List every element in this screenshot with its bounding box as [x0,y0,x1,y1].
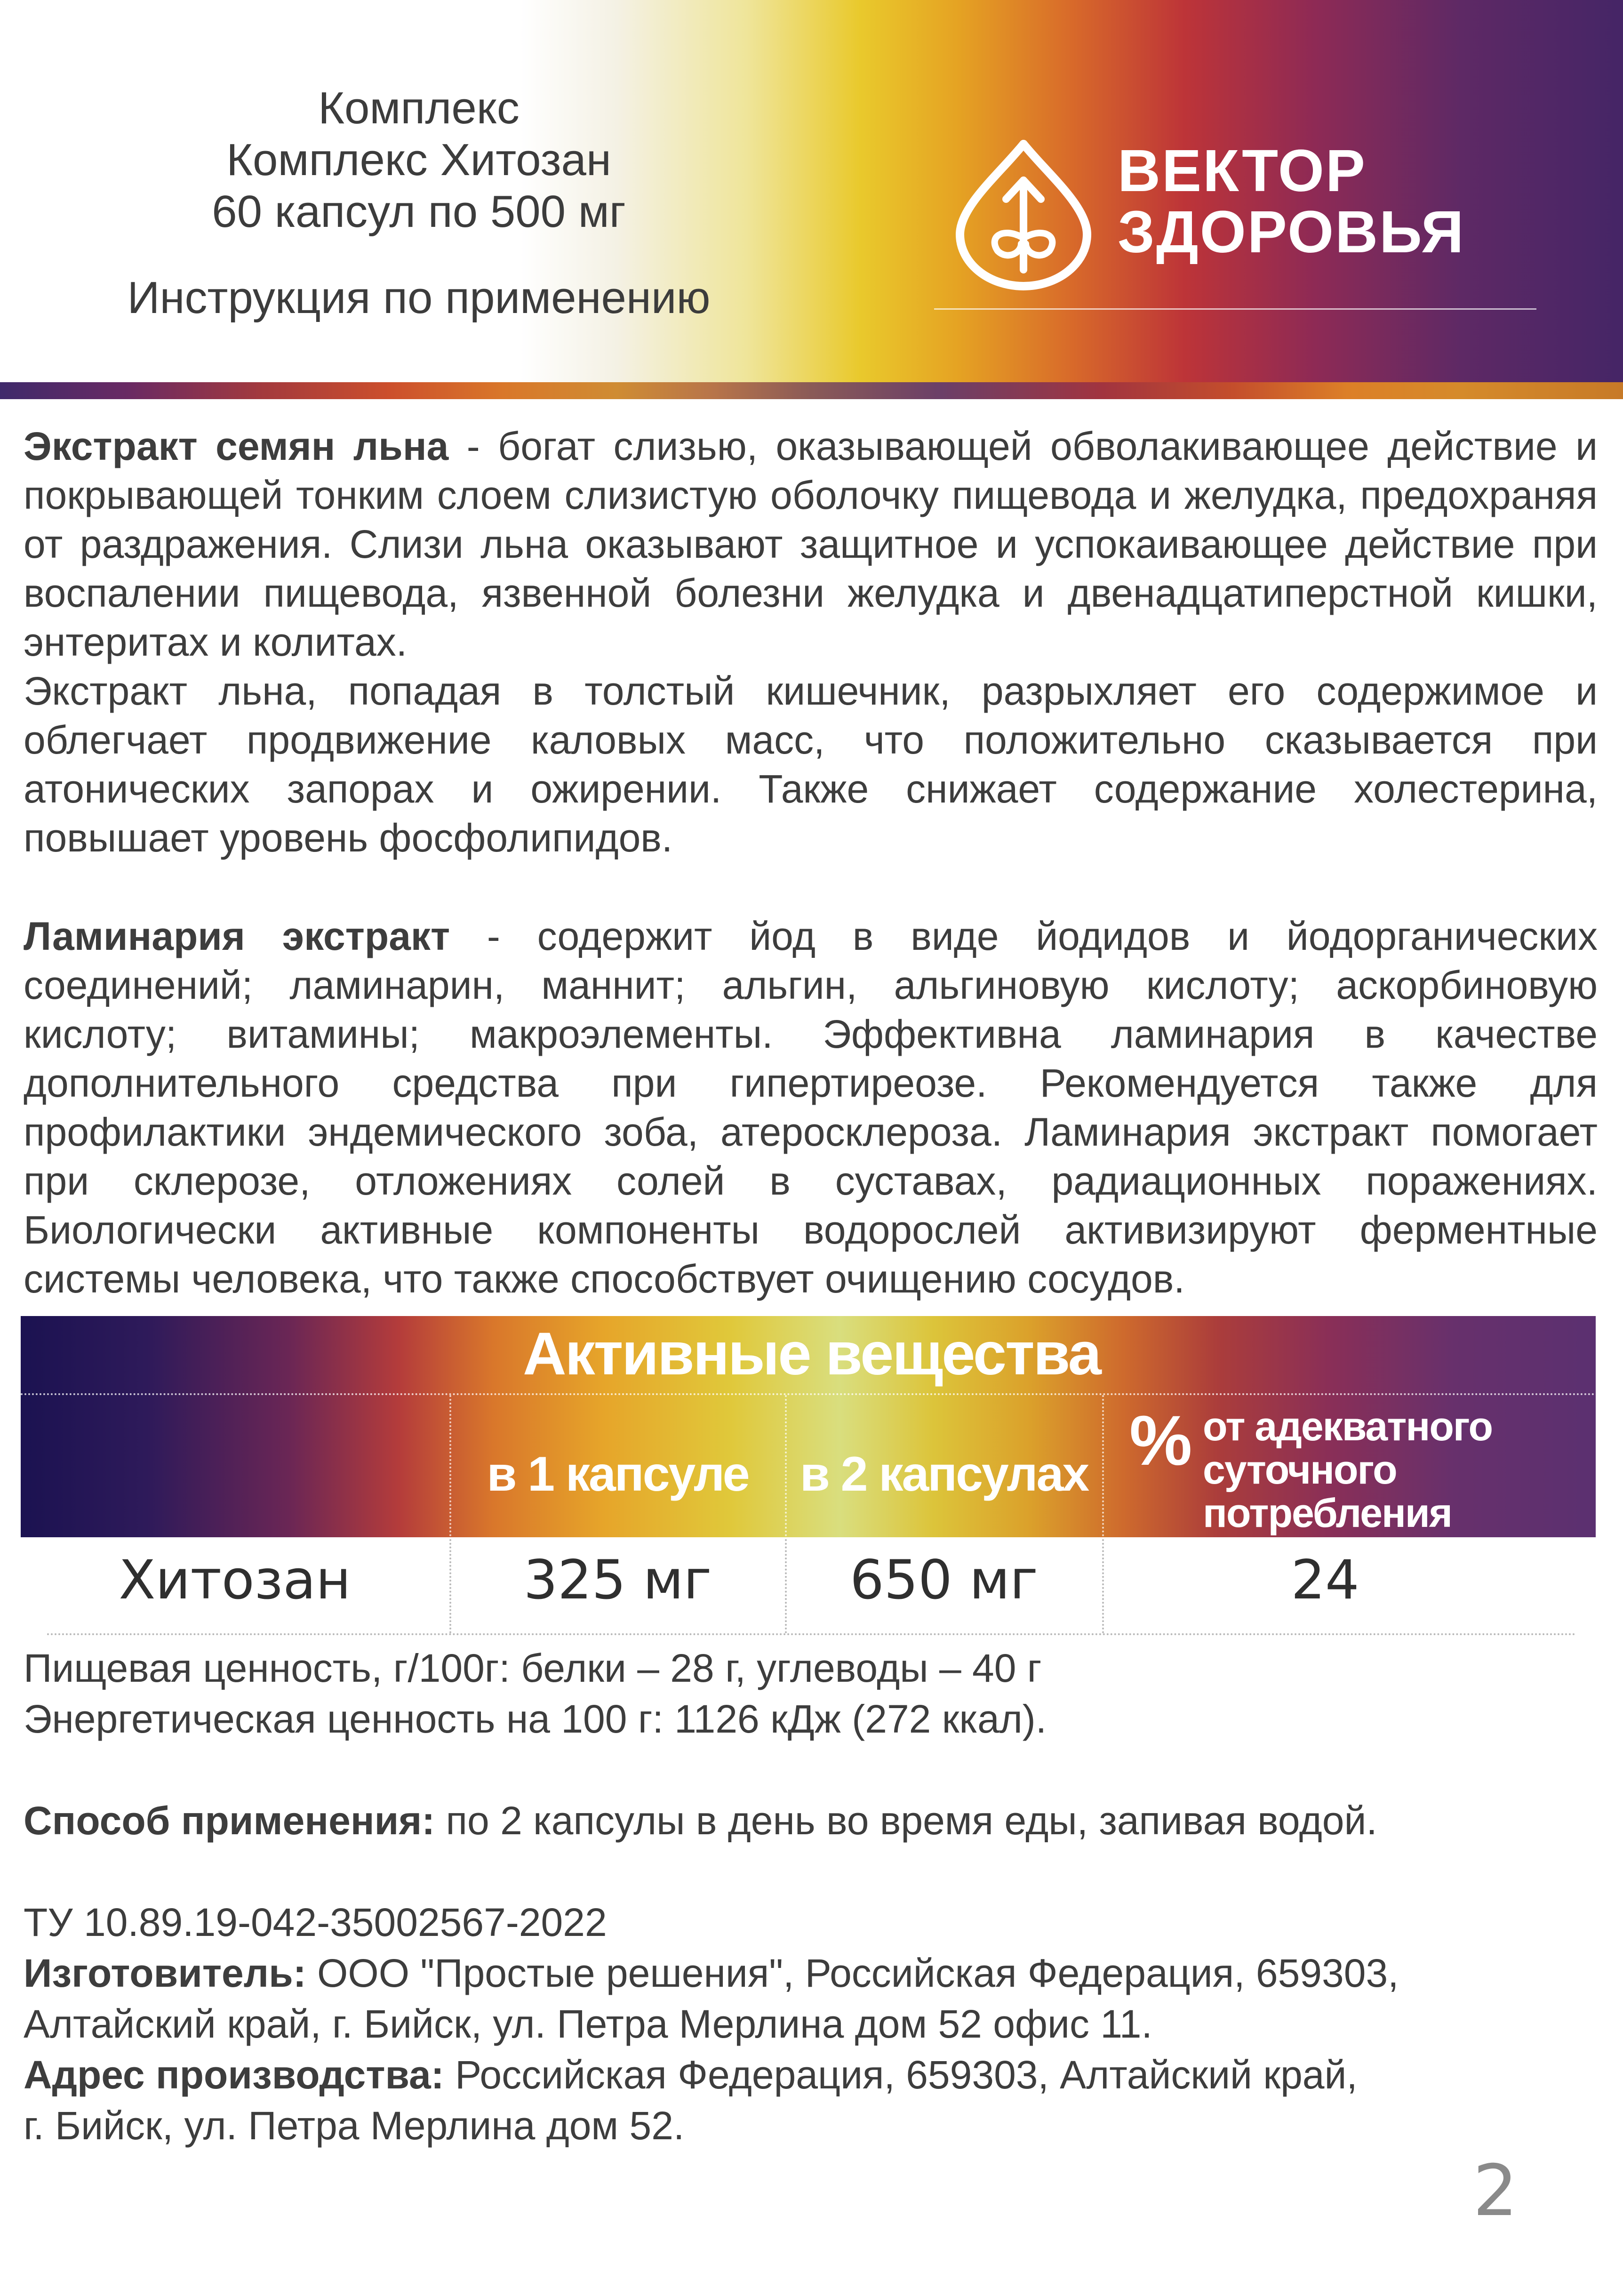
paragraph-flax-2: Экстракт льна, попадая в толстый кишечник, разрыхляет его содержимое и облегчает продвижение каловых масс, что положительно сказывается при атонических запорах и ожирении. Также снижает содержание холестерина, повышает уровень фосфолипидов. [24,669,1598,860]
product-line-1: Комплекс [318,83,520,133]
usage-instructions [24,1798,1377,1843]
nutrition-value: Пищевая ценность, г/100г: белки – 28 г, углеводы – 40 г [24,1646,1042,1690]
paragraph-laminaria-text: - содержит йод в виде йодидов и йодорганических соединений; ламинарин, маннит; альгин, альгиновую кислоту; аскорбиновую кислоту; витамины; макроэлементы. Эффективна ламинария в качестве дополнительного средства при гипертиреозе. Рекомендуется также для профилактики эндемического зоба, атеросклероза. Ламинария экстракт помогает при склерозе, отложениях солей в суставах, радиационных поражениях. Биологически активные компоненты водорослей активизируют ферментные системы человека, что также способствует очищению сосудов. [24,914,1598,1301]
manufacturer [24,1953,1399,1993]
production-address-line-2: г. Бийск, ул. Петра Мерлина дом 52. [24,2103,685,2148]
production-address-label: Адрес производства: [24,2053,444,2097]
table-row-bottom-border [47,1633,1576,1635]
paragraph-laminaria-heading: Ламинария экстракт [24,914,450,958]
table-title: Активные вещества [523,1320,1100,1388]
brand-name-line-1: ВЕКТОР [1118,137,1367,204]
table-header-divider [21,1393,1596,1395]
table-row-per-2-caps: 650 мг [850,1549,1038,1611]
energy-value: Энергетическая ценность на 100 г: 1126 кДж (272 ккал). [24,1697,1047,1741]
table-header-col-divider-1 [449,1395,451,1536]
table-column-2-caps: в 2 капсулах [800,1447,1088,1501]
brand-name-line-2: ЗДОРОВЬЯ [1118,199,1465,265]
table-column-3-label [1203,1405,1504,1535]
page-number: 2 [1473,2150,1518,2232]
brand-underline [934,308,1536,310]
product-dosage: 60 капсул по 500 мг [212,186,626,237]
table-header-col-divider-3 [1102,1395,1104,1536]
header-divider-band [0,382,1623,399]
table-row-per-1-caps: 325 мг [523,1549,712,1611]
usage-label: Способ применения: [24,1798,435,1843]
manufacturer-text: ООО "Простые решения", Российская Федерация, 659303, [306,1951,1399,1995]
table-column-3-percent-symbol: % [1129,1401,1192,1480]
table-row-percent: 24 [1291,1549,1359,1611]
brand-logo-icon [946,136,1101,291]
production-address [24,2055,1358,2095]
table-row-col-divider-1 [449,1539,451,1633]
table-column-3-label-line-1: от адекватного [1203,1404,1493,1449]
product-name: Комплекс Хитозан [226,135,611,185]
paragraph-flax-text: - богат слизью, оказывающей обволакивающее действие и покрывающей тонким слоем слизистую оболочку пищевода и желудка, предохраняя от раздражения. Слизи льна оказывают защитное и успокаивающее действие при воспалении пищевода, язвенной болезни желудка и двенадцатиперстной кишки, энтеритах и колитах. [24,424,1598,664]
table-column-3-label-line-3: потребления [1203,1491,1452,1536]
instruction-title: Инструкция по применению [127,273,711,323]
table-column-1-caps: в 1 капсуле [487,1447,749,1501]
paragraph-laminaria [24,912,1598,1303]
paragraph-flax [24,422,1598,666]
paragraph-flax-heading: Экстракт семян льна [24,424,449,468]
table-column-3-label-line-2: суточного [1203,1447,1397,1493]
usage-text: по 2 капсулы в день во время еды, запивая водой. [435,1798,1377,1843]
manufacturer-label: Изготовитель: [24,1951,306,1995]
tu-code: ТУ 10.89.19-042-35002567-2022 [24,1900,607,1944]
production-address-text: Российская Федерация, 659303, Алтайский край, [444,2053,1358,2097]
table-row-substance: Хитозан [119,1549,351,1611]
manufacturer-address: Алтайский край, г. Бийск, ул. Петра Мерлина дом 52 офис 11. [24,2002,1152,2046]
